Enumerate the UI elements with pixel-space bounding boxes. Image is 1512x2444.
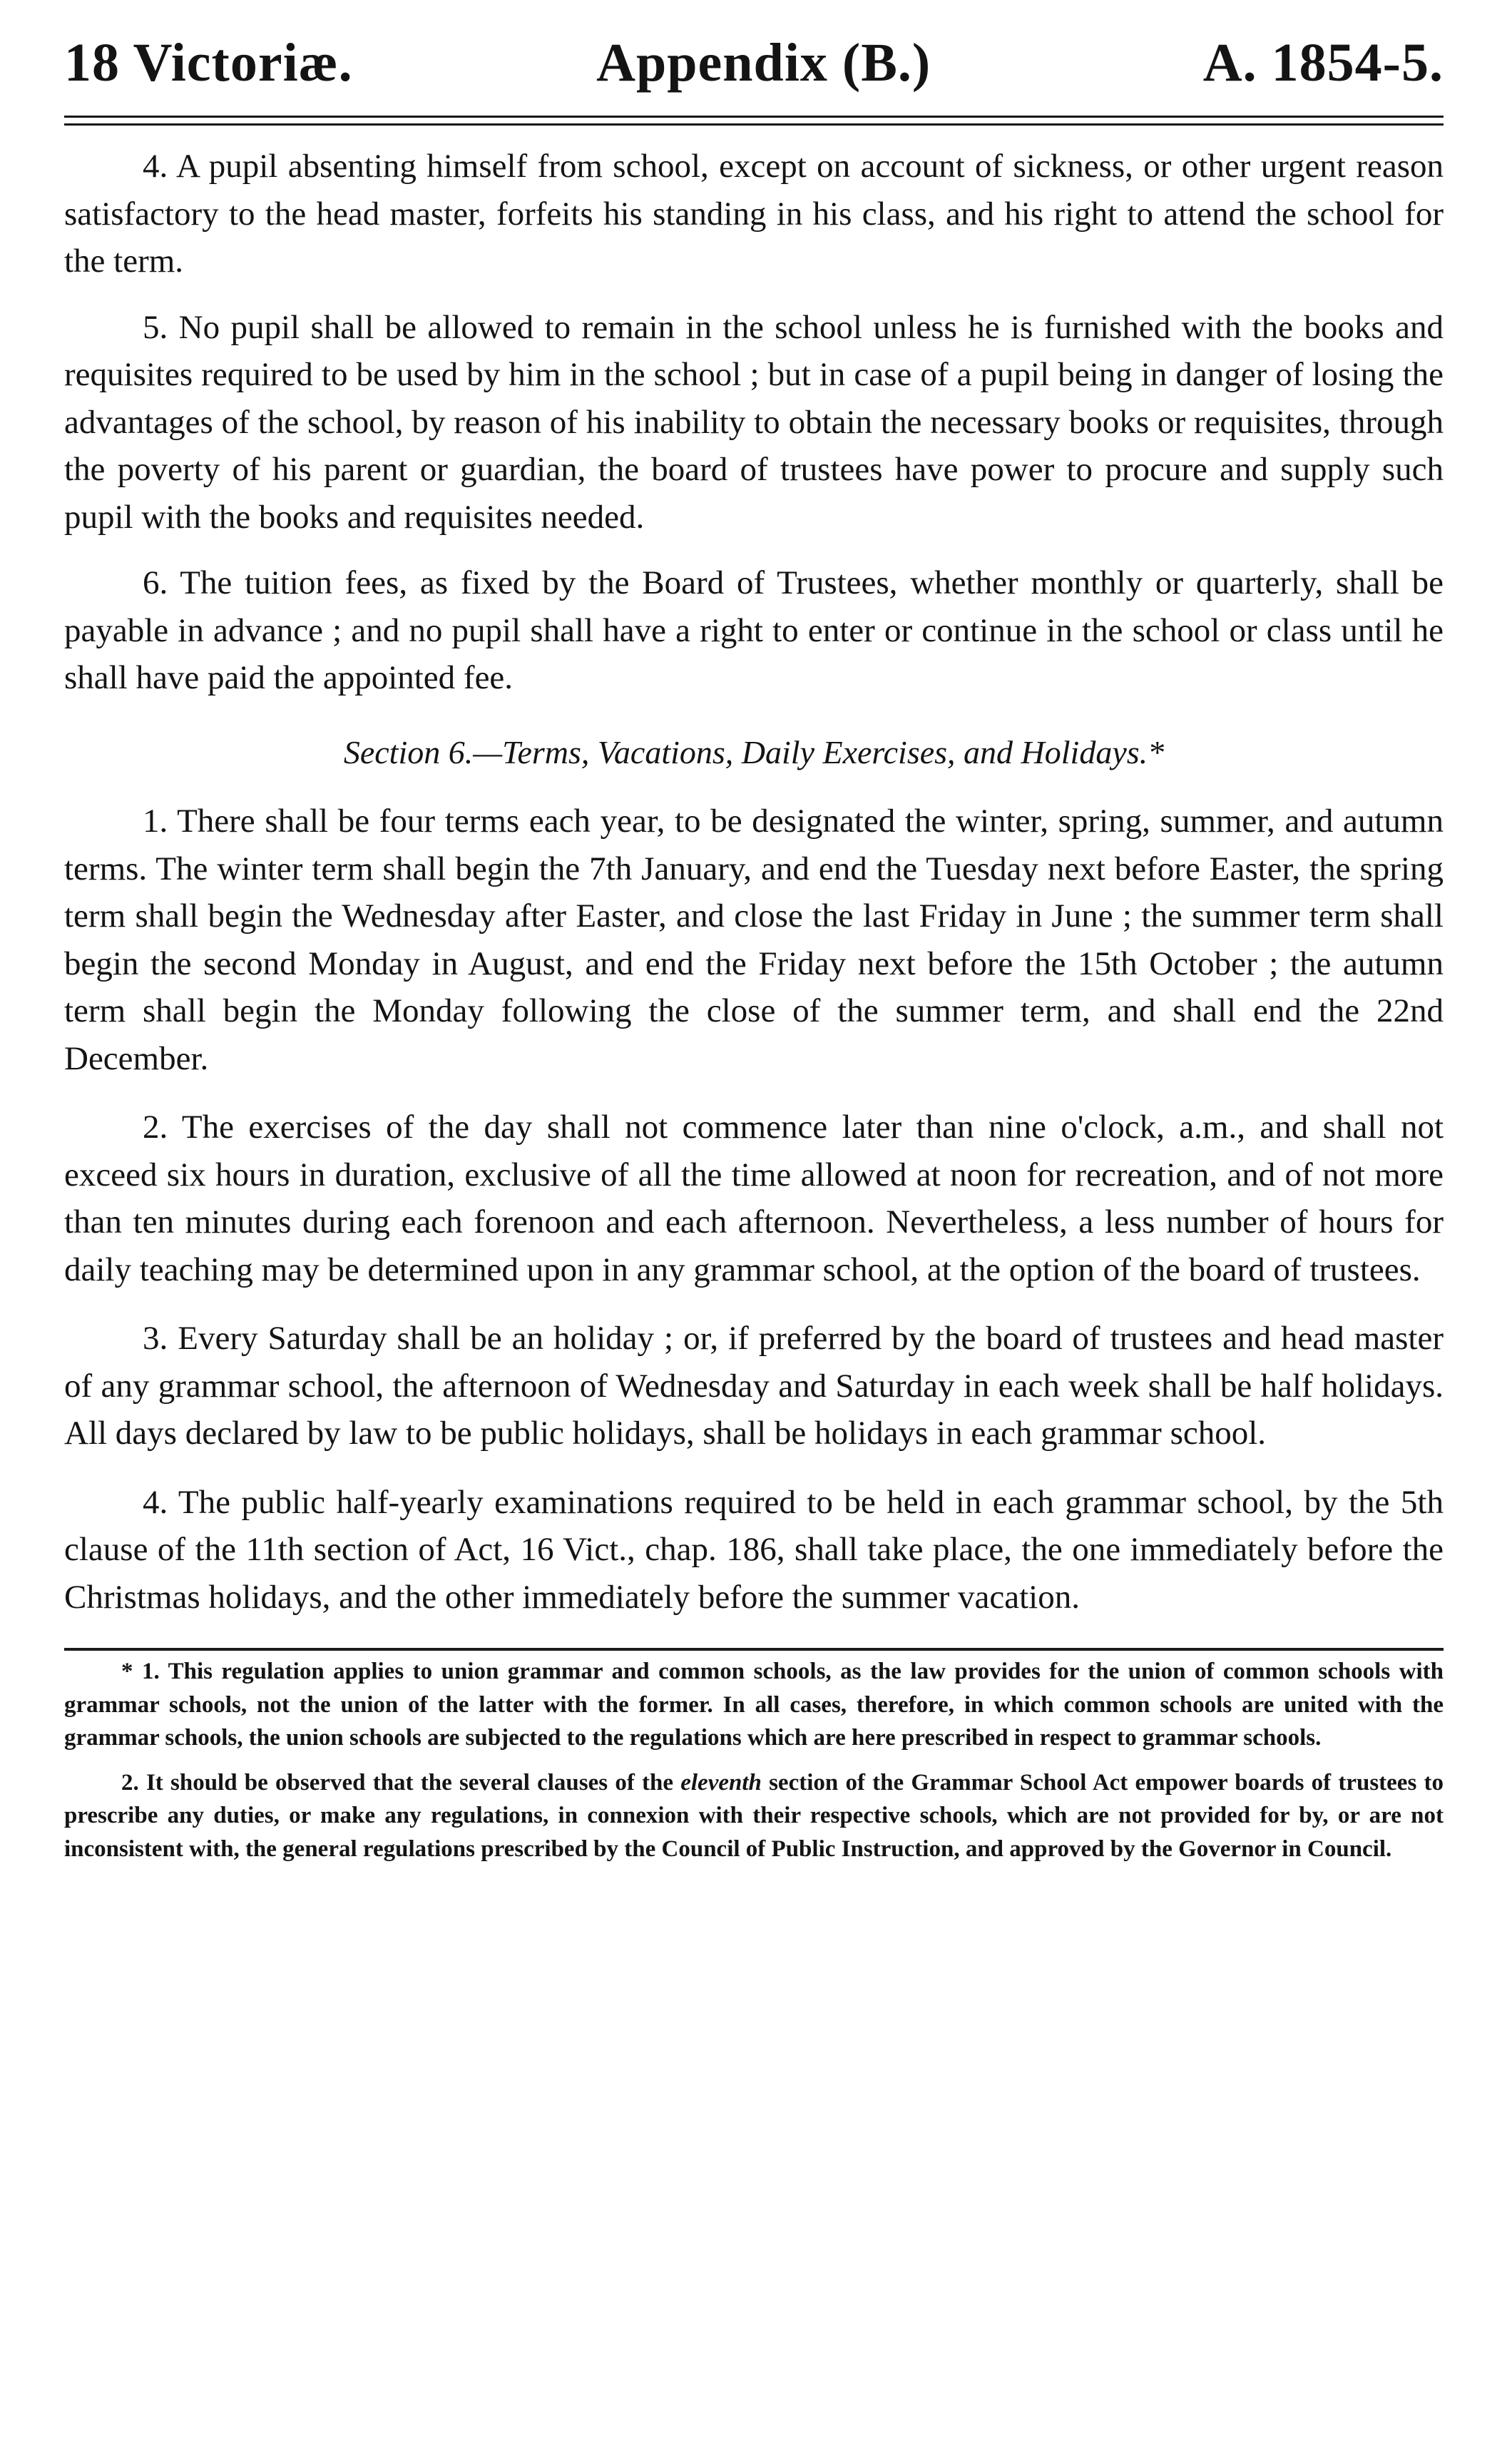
footnote-1: * 1. This regulation applies to union grammar and common schools, as the law provides for the union of common schools with grammar schools, not the union of the latter with the former. In all cases, therefore, in which common schools are united with the grammar schools, the union schools are subjected to the regulations which are here prescribed in respect to grammar schools. [64,1659,1444,1751]
paragraph-6: 6. The tuition fees, as fixed by the Board of Trustees, whether monthly or quarterly, shall be payable in advance ; and no pupil shall have a right to enter or continue in the school or class until he shall have paid the appointed fee. [64,564,1444,696]
section-paragraph-3: 3. Every Saturday shall be an holiday ; or, if preferred by the board of trustees and head master of any grammar school, the afternoon of Wednesday and Saturday in each week shall be half holidays. All days declared by law to be public holidays, shall be holidays in each grammar school. [64,1320,1444,1452]
footnotes [64,1655,1444,1865]
header-double-rule [64,116,1444,126]
footnote-2-italic: eleventh [680,1769,762,1796]
footnote-rule [64,1648,1444,1651]
section-paragraph-1: 1. There shall be four terms each year, to be designated the winter, spring, summer, and autumn terms. The winter term shall begin the 7th January, and end the Tuesday next before Easter, the spring term shall begin the Wednesday after Easter, and close the last Friday in June ; the summer term shall begin the second Monday in August, and end the Friday next before the 15th October ; the autumn term shall begin the Monday following the close of the summer term, and shall end the 22nd December. [64,803,1444,1077]
section-heading: Section 6.—Terms, Vacations, Daily Exercises, and Holidays.* [343,733,1165,770]
footnote-2-start: 2. It should be observed that the several clauses of the [121,1769,674,1796]
page-header [64,33,1444,100]
section-paragraph-2: 2. The exercises of the day shall not commence later than nine o'clock, a.m., and shall not exceed six hours in duration, exclusive of all the time allowed at noon for recreation, and of not more than ten minutes during each forenoon and each afternoon. Nevertheless, a less number of hours for daily teaching may be determined upon in any grammar school, at the option of the board of trustees. [64,1109,1444,1288]
paragraph-5: 5. No pupil shall be allowed to remain in the school unless he is furnished with the books and requisites required to be used by him in the school ; but in case of a pupil being in danger of losing the advantages of the school, by reason of his inability to obtain the necessary books or requisites, through the poverty of his parent or guardian, the board of trustees have power to procure and supply such pupil with the books and requisites needed. [64,308,1444,536]
section-paragraph-4: 4. The public half-yearly examinations required to be held in each grammar school, by the 5th clause of the 11th section of Act, 16 Vict., chap. 186, shall take place, the one immediately before the Christmas holidays, and the other immediately before the summer vacation. [64,1483,1444,1616]
footnote-2-end: section of the Grammar School Act empower boards of trustees to prescribe any duties, or make any regulations, in connexion with their respective schools, which are not provided for by, or are not inconsistent with, the general regulations prescribed by the Council of Public Instruction, and approved by the Governor in Council. [64,1769,1444,1862]
header-year: A. 1854-5. [1202,33,1444,93]
header-appendix: Appendix (B.) [596,33,931,93]
footnote-2 [64,1766,1444,1866]
paragraph-4: 4. A pupil absenting himself from school, except on account of sickness, or other urgent reason satisfactory to the head master, forfeits his standing in his class, and his right to attend the school for the term. [64,148,1444,280]
main-text [64,143,1444,1621]
header-session: 18 Victoriæ. [64,33,353,93]
